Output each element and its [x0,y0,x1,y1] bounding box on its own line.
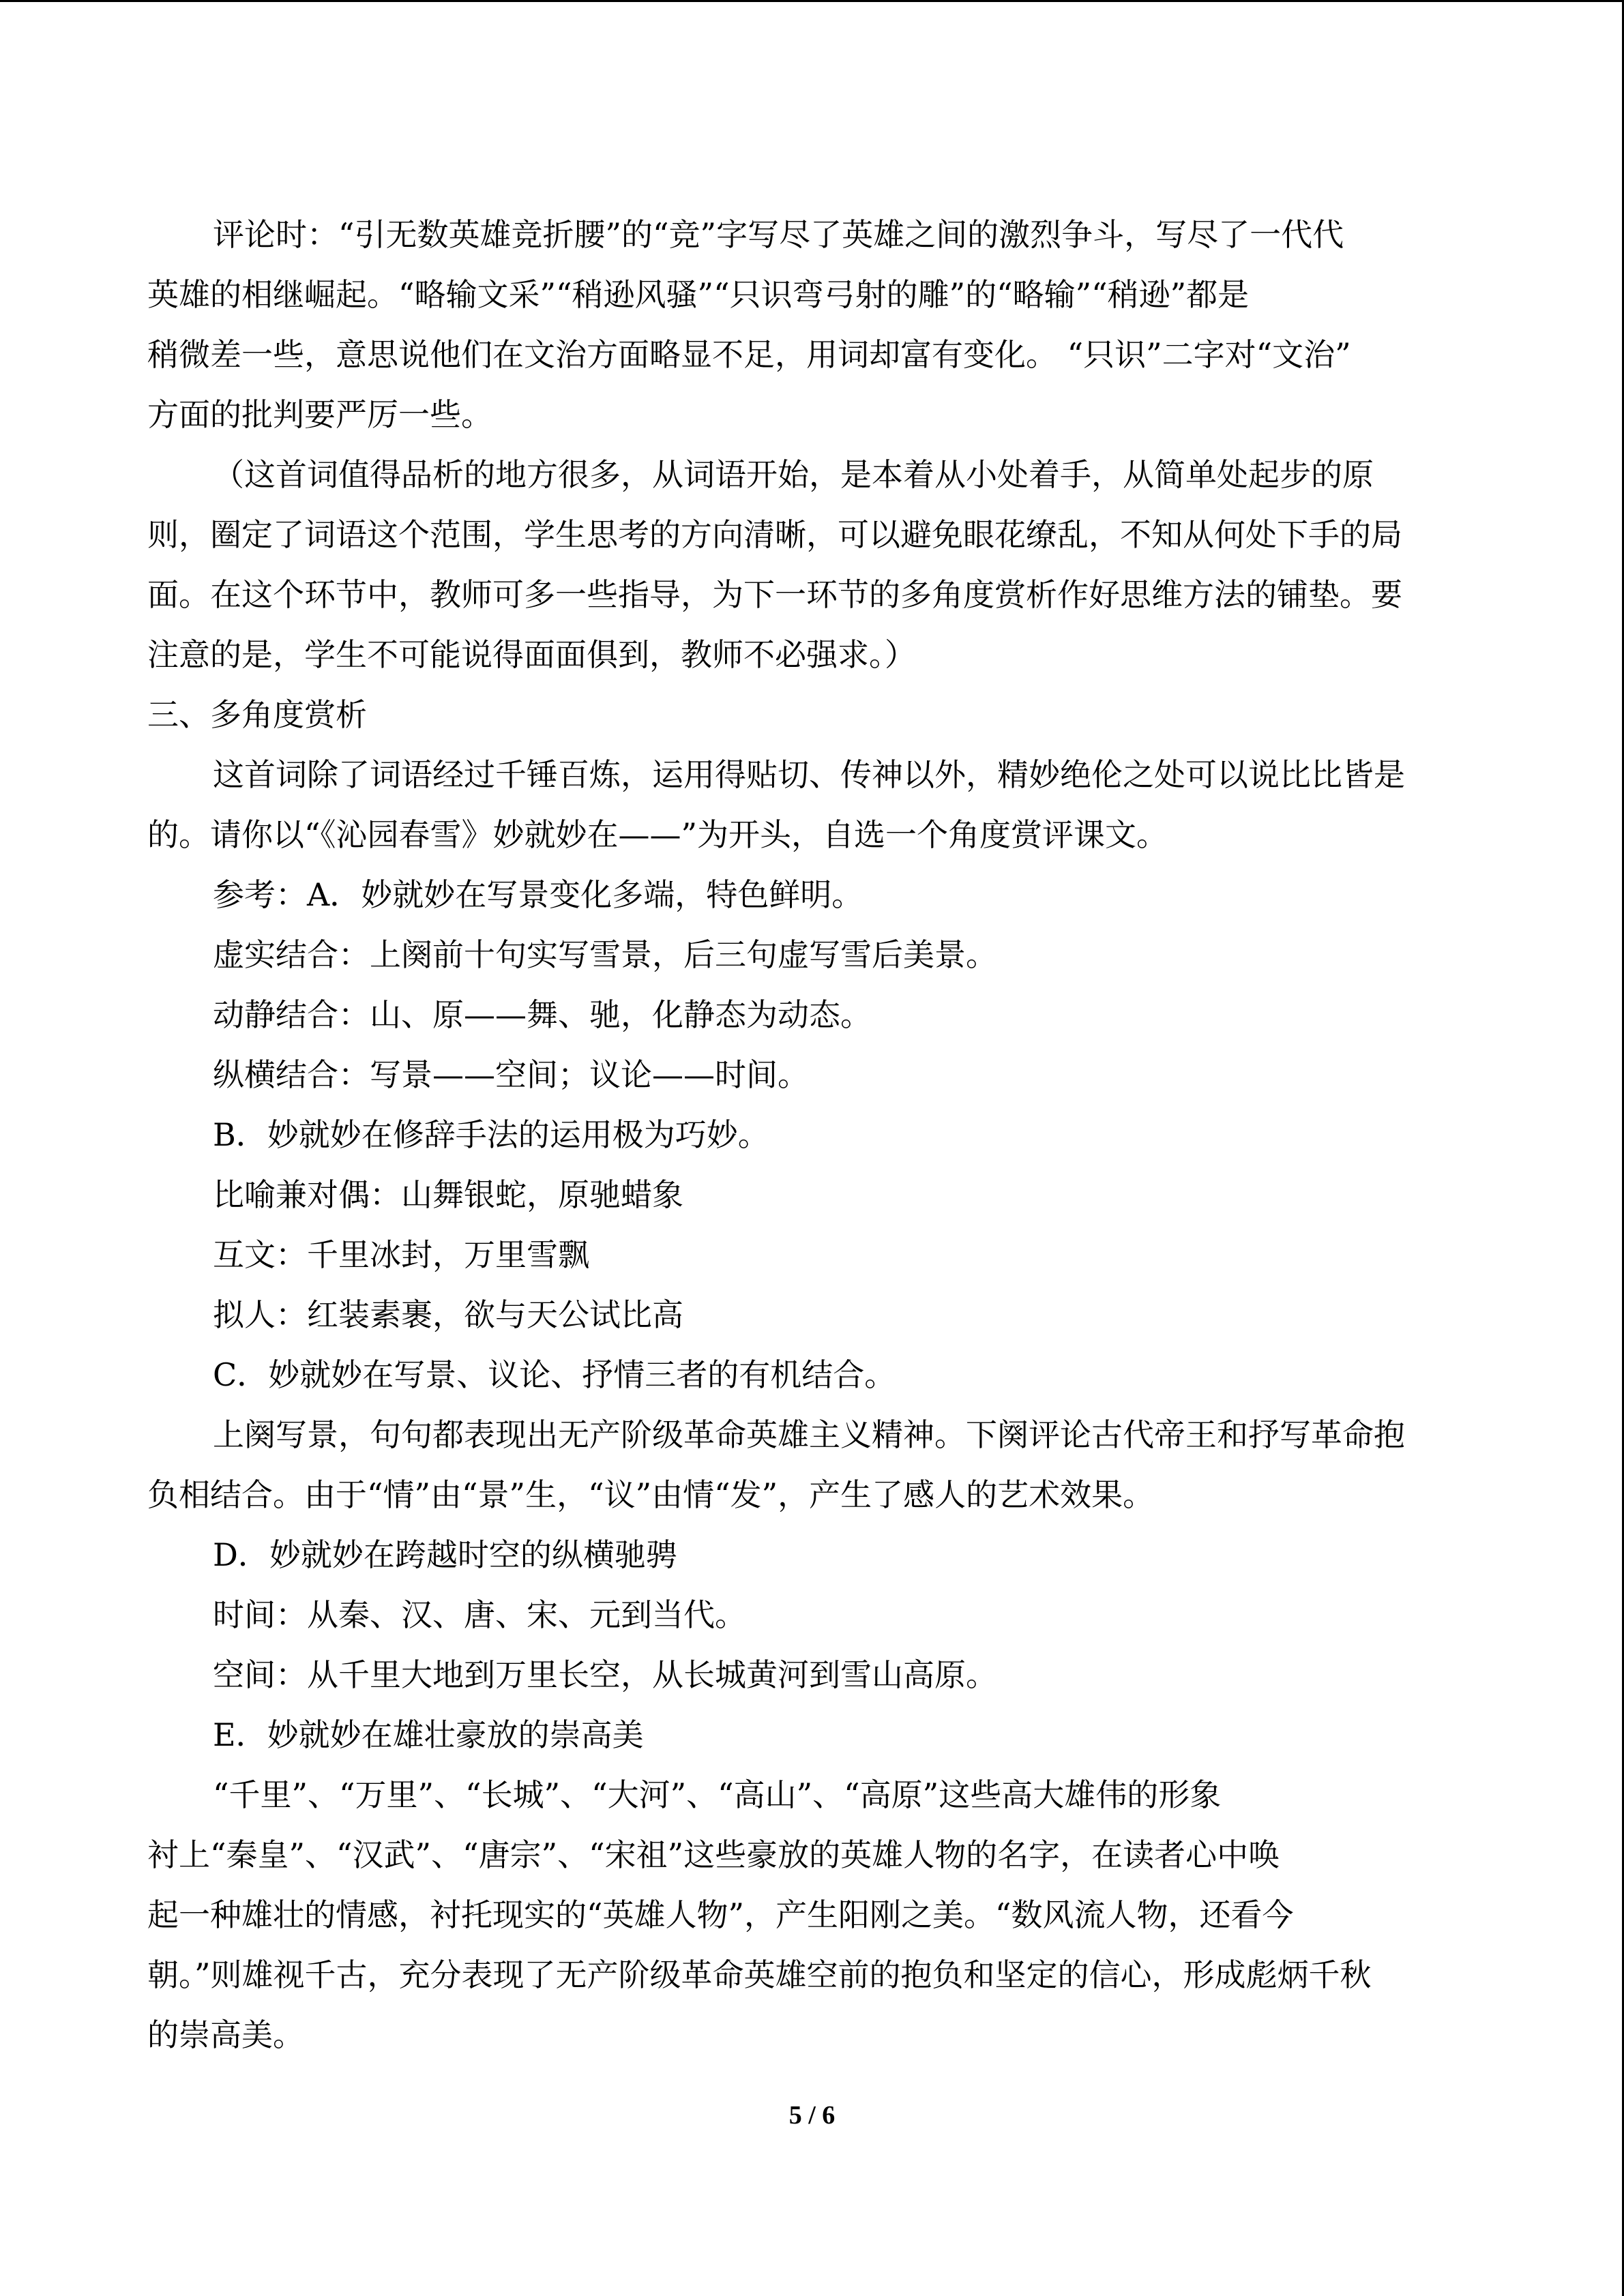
reference-e-body-line-0: “千里”、“万里”、“长城”、“大河”、“高山”、“高原”这些高大雄伟的形象 [213,1776,1222,1813]
reference-b-item-3: 拟人：红装素裹，欲与天公试比高 [213,1296,683,1333]
paragraph-3-line-1: 的。请你以“《沁园春雪》妙就妙在——”为开头，自选一个角度赏评课文。 [147,816,1168,853]
reference-a-item-1: 虚实结合：上阕前十句实写雪景，后三句虚写雪后美景。 [213,936,997,973]
reference-b-item-1: 比喻兼对偶：山舞银蛇，原驰蜡象 [213,1176,683,1213]
paragraph-3-line-0: 这首词除了词语经过千锤百炼，运用得贴切、传神以外，精妙绝伦之处可以说比比皆是 [213,756,1405,793]
reference-b-item-2: 互文：千里冰封，万里雪飘 [213,1236,589,1273]
reference-d: D．妙就妙在跨越时空的纵横驰骋 [213,1536,677,1573]
reference-c-body-line-0: 上阕写景，句句都表现出无产阶级革命英雄主义精神。下阕评论古代帝王和抒写革命抱 [213,1416,1405,1453]
reference-e-body-line-2: 起一种雄壮的情感，衬托现实的“英雄人物”，产生阳刚之美。“数风流人物，还看今 [147,1896,1294,1933]
paragraph-0-line-3: 方面的批判要严厉一些。 [147,396,492,433]
paragraph-1-line-2: 面。在这个环节中，教师可多一些指导，为下一环节的多角度赏析作好思维方法的铺垫。要 [147,576,1402,613]
paragraph-0-line-1: 英雄的相继崛起。“略输文采”“稍逊风骚”“只识弯弓射的雕”的“略输”“稍逊”都是 [147,276,1250,313]
paragraph-1-line-1: 则，圈定了词语这个范围，学生思考的方向清晰，可以避免眼花缭乱，不知从何处下手的局 [147,516,1402,553]
reference-e-body-line-4: 的崇高美。 [147,2016,304,2053]
reference-c: C．妙就妙在写景、议论、抒情三者的有机结合。 [213,1356,896,1393]
reference-d-item-1: 时间：从秦、汉、唐、宋、元到当代。 [213,1596,746,1633]
reference-e-body-line-1: 衬上“秦皇”、“汉武”、“唐宗”、“宋祖”这些豪放的英雄人物的名字，在读者心中唤 [147,1836,1280,1873]
reference-c-body-line-1: 负相结合。由于“情”由“景”生，“议”由情“发”，产生了感人的艺术效果。 [147,1476,1155,1513]
reference-a: 参考：A．妙就妙在写景变化多端，特色鲜明。 [213,876,863,913]
paragraph-0-line-0: 评论时：“引无数英雄竞折腰”的“竞”字写尽了英雄之间的激烈争斗，写尽了一代代 [213,216,1344,253]
page-number: 5 / 6 [788,2101,836,2130]
reference-a-item-2: 动静结合：山、原——舞、驰，化静态为动态。 [213,996,872,1033]
document-body [147,205,1457,2065]
reference-a-item-3: 纵横结合：写景——空间；议论——时间。 [213,1056,809,1093]
paragraph-1-line-3: 注意的是，学生不可能说得面面俱到，教师不必强求。） [147,636,916,673]
reference-e: E．妙就妙在雄壮豪放的崇高美 [213,1716,644,1753]
reference-e-body-line-3: 朝。”则雄视千古，充分表现了无产阶级革命英雄空前的抱负和坚定的信心，形成彪炳千秋 [147,1956,1372,1993]
reference-d-item-2: 空间：从千里大地到万里长空，从长城黄河到雪山高原。 [213,1656,997,1693]
paragraph-1-line-0: （这首词值得品析的地方很多，从词语开始，是本着从小处着手，从简单处起步的原 [213,456,1374,493]
reference-b: B．妙就妙在修辞手法的运用极为巧妙。 [213,1116,769,1153]
section-heading: 三、多角度赏析 [147,696,367,733]
paragraph-0-line-2: 稍微差一些，意思说他们在文治方面略显不足，用词却富有变化。 “只识”二字对“文治” [147,336,1351,373]
page-border-top [0,0,1624,2]
